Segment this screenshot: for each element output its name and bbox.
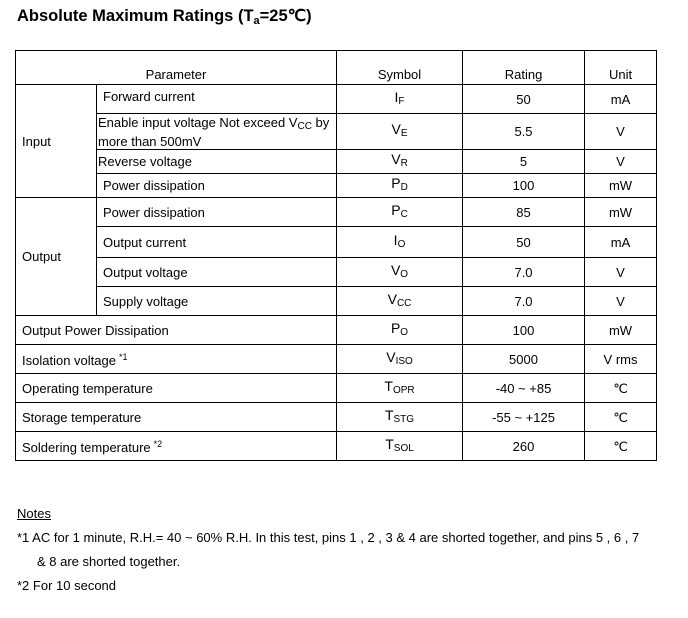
param-label: Output current (97, 227, 337, 258)
symbol-cell: $I_O$ (337, 227, 463, 258)
rating-cell: 5.5 (463, 114, 585, 150)
footnote-ref: *2 (153, 439, 163, 449)
rating-cell: 5000 (463, 345, 585, 374)
note-1-line-1: *1 AC for 1 minute, R.H.= 40 ~ 60% R.H. In this test, pins 1 , 2 , 3 & 4 are shorted together, and pins 5 , 6 , 7 (17, 530, 640, 545)
table-row (16, 287, 657, 316)
header-unit: Unit (585, 51, 657, 85)
symbol-cell: $P_D$ (337, 174, 463, 198)
unit-cell: V (585, 114, 657, 150)
symbol-cell: $P_C$ (337, 198, 463, 227)
table-row (16, 227, 657, 258)
table-row (16, 403, 657, 432)
unit-cell: V (585, 258, 657, 287)
symbol-cell: $V_E$ (337, 114, 463, 150)
param-label: Soldering temperature $^{*2}$ (16, 432, 337, 461)
symbol-cell: $T_{OPR}$ (337, 374, 463, 403)
group-output: Output (16, 198, 97, 316)
unit-cell: mA (585, 227, 657, 258)
symbol-cell: $T_{STG}$ (337, 403, 463, 432)
param-label: Output voltage (97, 258, 337, 287)
header-rating: Rating (463, 51, 585, 85)
footnote-ref: *1 (118, 352, 128, 362)
unit-cell: ℃ (585, 432, 657, 461)
param-label: Operating temperature (16, 374, 337, 403)
table-row (16, 114, 657, 150)
table-row (16, 198, 657, 227)
unit-cell: ℃ (585, 374, 657, 403)
unit-cell: V (585, 287, 657, 316)
unit-cell: mW (585, 316, 657, 345)
symbol-cell: $I_F$ (337, 85, 463, 114)
notes-heading: Notes (17, 506, 51, 521)
symbol-cell: $T_{SOL}$ (337, 432, 463, 461)
group-input: Input (16, 85, 97, 198)
rating-cell: 7.0 (463, 287, 585, 316)
rating-cell: 5 (463, 150, 585, 174)
symbol-cell: $V_R$ (337, 150, 463, 174)
symbol-cell: $V_O$ (337, 258, 463, 287)
param-label: Output Power Dissipation (16, 316, 337, 345)
rating-cell: 85 (463, 198, 585, 227)
rating-cell: -40 ~ +85 (463, 374, 585, 403)
unit-cell: mA (585, 85, 657, 114)
rating-cell: 50 (463, 85, 585, 114)
table-row (16, 345, 657, 374)
param-label: Enable input voltage Not exceed $V_{CC}$ by more than 500mV (97, 114, 337, 150)
table-row (16, 258, 657, 287)
unit-cell: mW (585, 198, 657, 227)
param-label: Reverse voltage (97, 150, 337, 174)
table-row (16, 432, 657, 461)
param-label: Power dissipation (97, 174, 337, 198)
table-header-row (16, 51, 657, 85)
unit-cell: ℃ (585, 403, 657, 432)
table-row (16, 316, 657, 345)
note-2: *2 For 10 second (17, 578, 117, 593)
symbol-cell: $V_{ISO}$ (337, 345, 463, 374)
unit-cell: V (585, 150, 657, 174)
notes-section (17, 502, 639, 598)
table-row (16, 174, 657, 198)
table-row (16, 374, 657, 403)
unit-cell: V rms (585, 345, 657, 374)
param-label: Isolation voltage $^{*1}$ (16, 345, 337, 374)
rating-cell: 100 (463, 174, 585, 198)
header-symbol: Symbol (337, 51, 463, 85)
param-label: Forward current (97, 85, 337, 114)
unit-cell: mW (585, 174, 657, 198)
rating-cell: -55 ~ +125 (463, 403, 585, 432)
param-label: Supply voltage (97, 287, 337, 316)
rating-cell: 100 (463, 316, 585, 345)
rating-cell: 7.0 (463, 258, 585, 287)
header-parameter: Parameter (16, 51, 337, 85)
rating-cell: 50 (463, 227, 585, 258)
ratings-table (15, 50, 657, 461)
page-title: Absolute Maximum Ratings $(T_a=25℃)$ (17, 7, 312, 27)
param-label: Power dissipation (97, 198, 337, 227)
table-row (16, 150, 657, 174)
param-label: Storage temperature (16, 403, 337, 432)
rating-cell: 260 (463, 432, 585, 461)
symbol-cell: $P_O$ (337, 316, 463, 345)
note-1-line-2: & 8 are shorted together. (37, 554, 181, 569)
symbol-cell: $V_{CC}$ (337, 287, 463, 316)
table-row (16, 85, 657, 114)
